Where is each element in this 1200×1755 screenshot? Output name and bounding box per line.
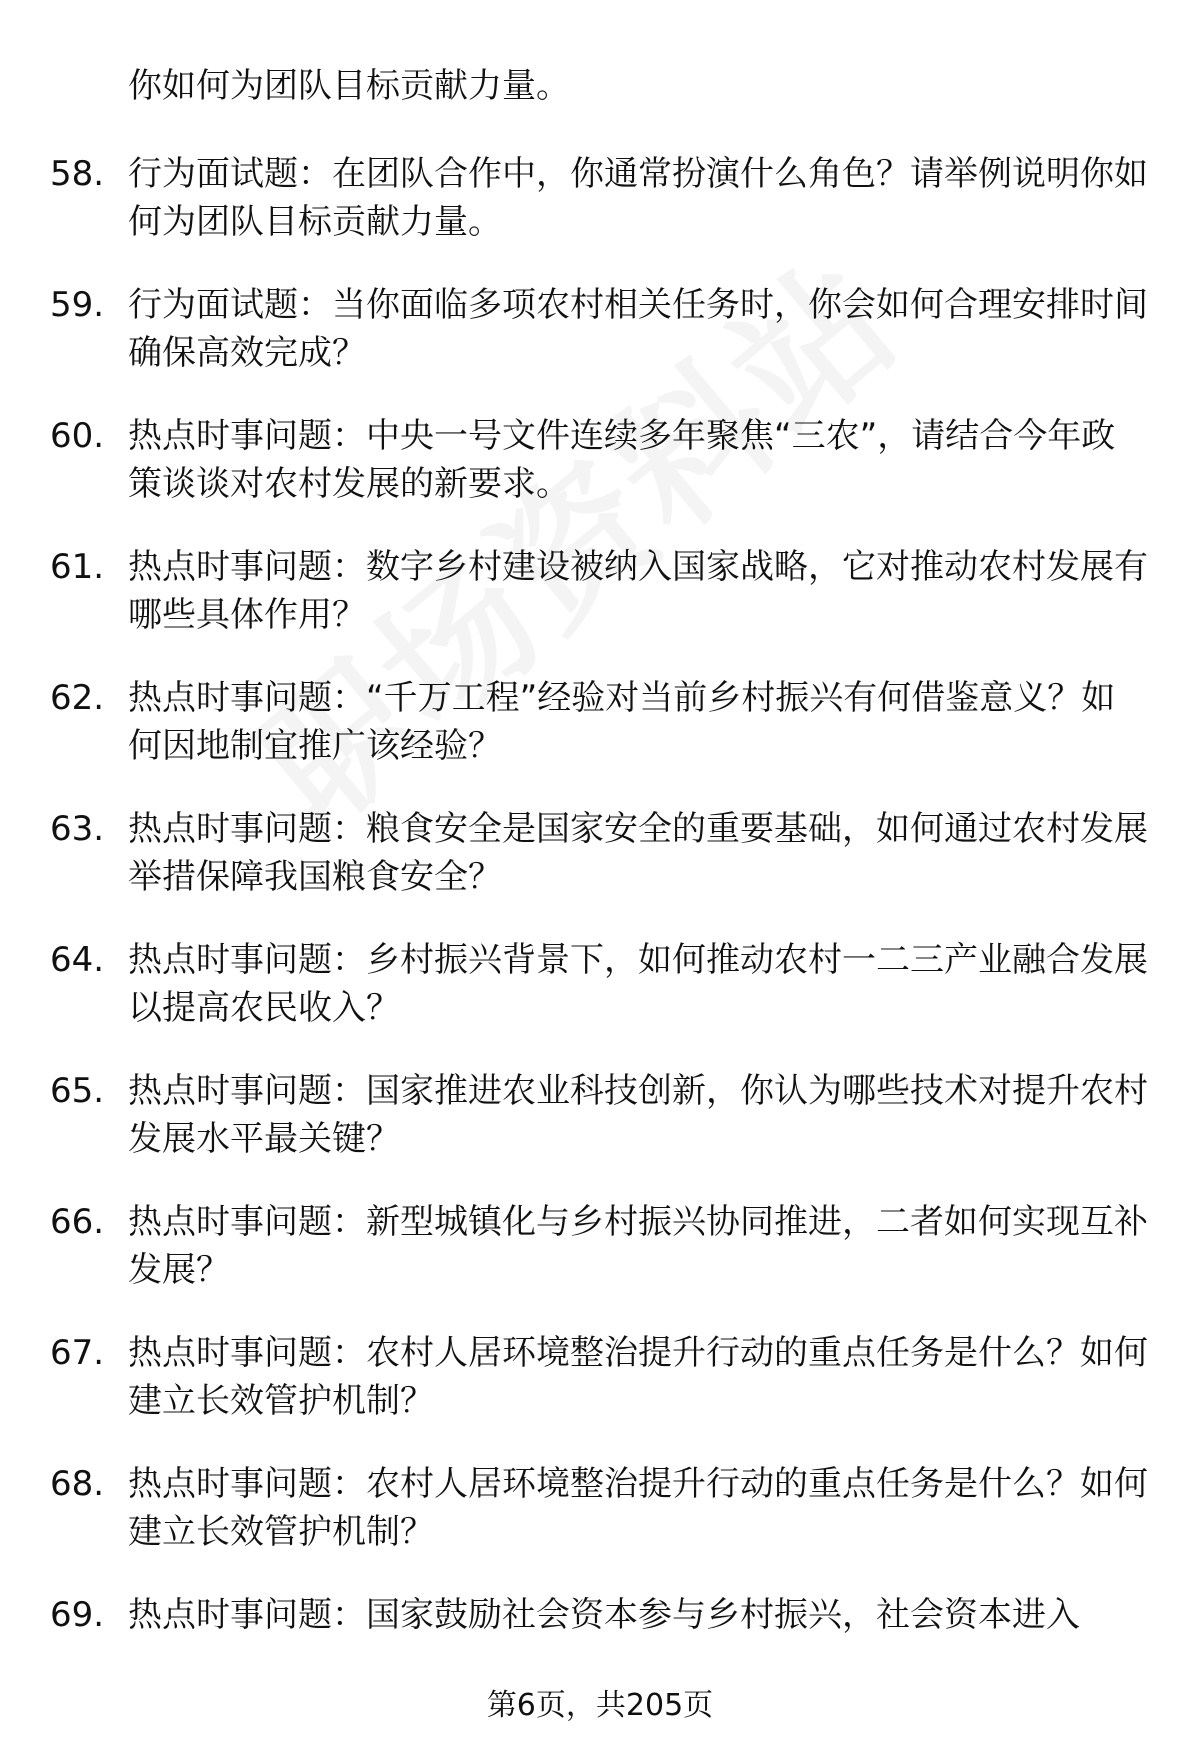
list-item xyxy=(50,1067,1160,1198)
item-number: 59. xyxy=(50,285,105,325)
item-text: 热点时事问题：国家鼓励社会资本参与乡村振兴，社会资本进入 xyxy=(128,1595,1080,1635)
page-footer: 第6页，共205页 xyxy=(486,1688,714,1723)
item-number: 64. xyxy=(50,940,105,980)
item-text: 热点时事问题：国家推进农业科技创新，你认为哪些技术对提升农村发展水平最关键？ xyxy=(128,1071,1148,1159)
item-text: 热点时事问题：乡村振兴背景下，如何推动农村一二三产业融合发展以提高农民收入？ xyxy=(128,940,1148,1028)
list-item xyxy=(50,281,1160,412)
item-text: 热点时事问题：新型城镇化与乡村振兴协同推进，二者如何实现互补发展？ xyxy=(128,1202,1148,1290)
list-item xyxy=(50,1198,1160,1329)
item-text: 热点时事问题：农村人居环境整治提升行动的重点任务是什么？如何建立长效管护机制？ xyxy=(128,1464,1148,1552)
item-text: 热点时事问题：“千万工程”经验对当前乡村振兴有何借鉴意义？如何因地制宜推广该经验？ xyxy=(128,678,1116,766)
item-text: 热点时事问题：数字乡村建设被纳入国家战略，它对推动农村发展有哪些具体作用？ xyxy=(128,547,1148,635)
item-number: 69. xyxy=(50,1595,105,1635)
continuation-text: 你如何为团队目标贡献力量。 xyxy=(128,66,570,106)
item-number: 60. xyxy=(50,416,105,456)
list-item xyxy=(50,805,1160,936)
list-item xyxy=(50,674,1160,805)
item-text: 热点时事问题：粮食安全是国家安全的重要基础，如何通过农村发展举措保障我国粮食安全？ xyxy=(128,809,1148,897)
item-text: 热点时事问题：中央一号文件连续多年聚焦“三农”，请结合今年政策谈谈对农村发展的新要求。 xyxy=(128,416,1116,504)
item-number: 61. xyxy=(50,547,105,587)
question-list xyxy=(50,150,1160,1722)
item-number: 67. xyxy=(50,1333,105,1373)
list-item xyxy=(50,543,1160,674)
item-number: 65. xyxy=(50,1071,105,1111)
item-text: 热点时事问题：农村人居环境整治提升行动的重点任务是什么？如何建立长效管护机制？ xyxy=(128,1333,1148,1421)
item-number: 63. xyxy=(50,809,105,849)
list-item xyxy=(50,150,1160,281)
list-item xyxy=(50,1329,1160,1460)
item-text: 行为面试题：当你面临多项农村相关任务时，你会如何合理安排时间确保高效完成？ xyxy=(128,285,1148,373)
list-item xyxy=(50,412,1160,543)
item-number: 62. xyxy=(50,678,105,718)
item-number: 68. xyxy=(50,1464,105,1504)
item-number: 58. xyxy=(50,154,105,194)
item-text: 行为面试题：在团队合作中，你通常扮演什么角色？请举例说明你如何为团队目标贡献力量。 xyxy=(128,154,1148,242)
list-item xyxy=(50,1460,1160,1591)
item-number: 66. xyxy=(50,1202,105,1242)
list-item xyxy=(50,936,1160,1067)
